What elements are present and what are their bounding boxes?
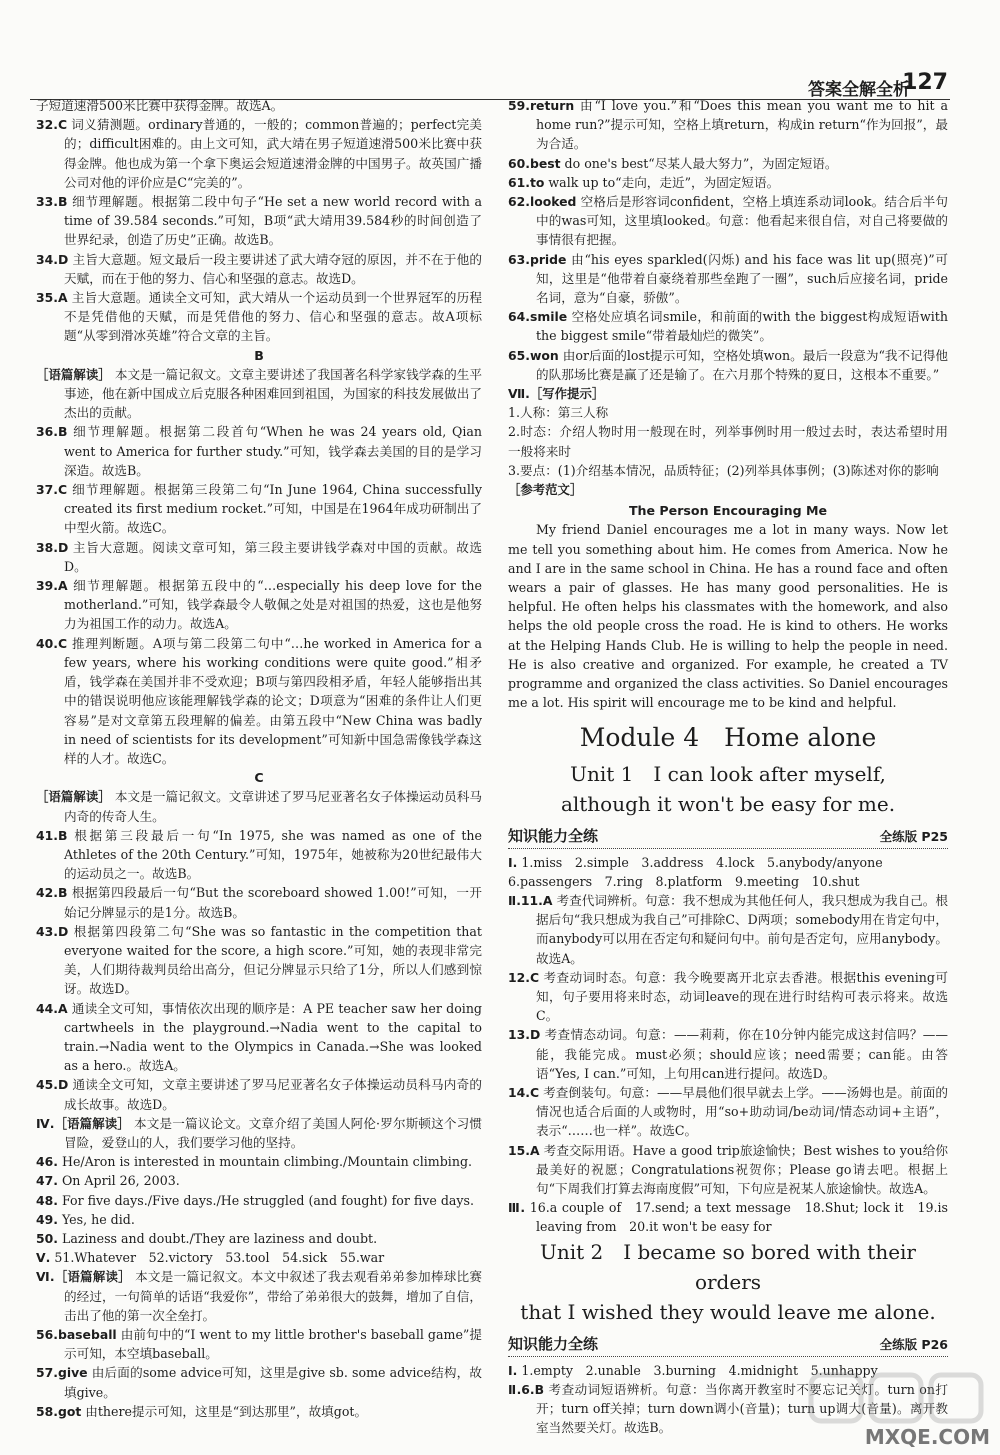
essay-body: My friend Daniel encourages me a lot in many ways. Now let me tell you something about him. He comes from America. Now he and I are in the same school in China. He has a round face and often wears a pair of glasses. He has many good personalities. He is helpful. He often helps his classmates with the homework, and also helps the old people cross the road. He is kind to others. He works at the Helping Hands Club. He is willing to help the people in need. He is also creative and organized. For example, he created a TV programme and organized the class activities. So Daniel encourages me a lot. His spirit will encourage me to be kind and helpful. [508,522,948,711]
answer-number: 41.B [36,827,68,843]
answer-number: 33.B [36,194,68,210]
answer-text: 考查动词短语辨析。句意：当你离开教室时不要忘记关灯。turn on打开；turn off关掉；turn down调小(音量)；turn up调大(音量)。离开教室当然要关灯。故选B。 [536,1381,948,1436]
answer-number: Ⅳ.［语篇解读］ [36,1115,130,1131]
answer-text: 考查动词时态。句意：我今晚要离开北京去香港。根据this evening可知，句子要用将来时态，动词leave的现在进行时结构可表示将来。故选C。 [536,969,948,1024]
answer-number: Ⅱ.6.B [508,1381,545,1397]
answer-text: 本文是一篇记叙文。文章讲述了罗马尼亚著名女子体操运动员科马内奇的传奇人生。 [64,789,483,824]
answer-item [36,826,482,884]
answer-number: 62.looked [508,194,577,210]
answer-item [508,1083,948,1141]
answer-text: 考查情态动词。句意：——莉莉，你在10分钟内能完成这封信吗？——能，我能完成。must必须；should应该；need需要；can能。由答语“Yes, I can.”可知，上句用can进行提问。故选D。 [536,1027,948,1081]
answer-text: 16.a couple of 17.send; a text message 18.Shut; lock it 19.is leaving from 20.it won't be easy for [529,1200,948,1235]
section-bar-page-ref: 全练版 P26 [876,1335,948,1354]
answer-item [36,1171,482,1190]
answer-number: 57.give [36,1365,88,1381]
left-column [36,96,482,1421]
answer-item [36,922,482,999]
answer-item [36,1152,482,1171]
answer-number: 12.C [508,969,540,985]
answer-item [36,365,482,423]
answer-item [36,1114,482,1152]
answer-item [36,1229,482,1248]
right-answer-list [508,96,948,384]
answer-item [36,634,482,768]
answer-number: 42.B [36,885,68,901]
answer-text: 推理判断题。A项与第二段第二句中“…he worked in America for a few years, where his working conditions were quite good.”相矛盾，钱学森在美国并非不受欢迎；B项与第四段相矛盾，年轻人能够指出其中的错误说明他应该能理解钱学森的论文；D项意为“困难的条件让人们更容易”是对文章第五段理解的偏差。由第五段中“New China was badly in need of scientists for its development”可知新中国急需像钱学森这样的人才。故选C。 [64,635,482,766]
answer-text: 细节理解题。根据第五段中的“…especially his deep love for the motherland.”可知，钱学森最令人敬佩之处是对祖国的热爱，这也是他努力为祖国工作的动力。故选A。 [64,578,482,632]
answer-item [508,968,948,1026]
answer-number: 63.pride [508,251,567,267]
answer-number: 39.A [36,578,68,594]
answer-number: Ⅰ. [508,1362,518,1378]
writing-tip: 1.人称：第三人称 [508,405,609,421]
answer-number: Ⅰ. [508,854,518,870]
page-number: 127 [902,70,948,95]
answer-text: 考查交际用语。Have a good trip旅途愉快；Best wishes to you给你最美好的祝愿；Congratulations祝贺你；Please go请去吧。根据上句“下周我们打算去海南度假”可知，下句应是祝某人旅途愉快。故选A。 [536,1142,948,1196]
answer-item [508,1141,948,1199]
answer-text: 主旨大意题。短文最后一段主要讲述了武大靖夺冠的原因，并不在于他的天赋，而在于他的努力、信心和坚强的意志。故选D。 [64,251,482,286]
answer-item [36,1267,482,1325]
answer-text: 由or后面的lost提示可知，空格处填won。最后一段意为“我不记得他的队那场比赛是赢了还是输了。在六月那个特殊的夏日，这根本不重要。” [536,347,948,382]
answer-number: 40.C [36,635,68,651]
passage-letter: B [254,347,264,363]
answer-item [508,192,948,250]
answer-text: On April 26, 2003. [61,1173,180,1189]
module-title: Module 4 Home alone [579,722,877,752]
answer-text: 1.empty 2.unable 3.burning 4.midnight 5.unhappy [521,1362,878,1378]
answer-item [508,154,948,173]
answer-number: 14.C [508,1084,540,1100]
answer-text: 本文是一篇记叙文。文章主要讲述了我国著名科学家钱学森的生平事迹，他在新中国成立后克服各种困难回到祖国，为国家的科技发展做出了杰出的贡献。 [64,366,483,421]
answer-text: 根据第三段最后一句“In 1975, she was named as one of the Athletes of the 20th Century.”可知，1975年，她被称为20世纪最伟大的运动员之一。故选B。 [64,827,482,882]
answer-text: 根据第四段第二句“She was so fantastic in the competition that everyone waited for the score, a high score.”可知，她的表现非常完美，人们期待裁判员给出高分，但记分牌显示只给了1分，所以人们感到惊讶。故选D。 [64,923,482,997]
answer-number: 44.A [36,1000,68,1016]
answer-item [36,999,482,1076]
answer-item [36,115,482,192]
answer-number: Ⅴ. [36,1250,51,1266]
answer-number: Ⅵ.［语篇解读］ [36,1269,131,1285]
answer-text: He/Aron is interested in mountain climbing./Mountain climbing. [61,1154,473,1170]
answer-text: 由后面的some advice可知，这里是give sb. some advice结构，故填give。 [64,1365,482,1400]
answer-item [36,1248,482,1267]
answer-number: 61.to [508,174,545,190]
answer-item [508,173,948,192]
answer-item [508,1025,948,1083]
answer-number: 15.A [508,1142,540,1158]
answer-text: 词义猜测题。ordinary普通的，一般的；common普遍的；perfect完美的；difficult困难的。由上文可知，武大靖在男子短道速滑500米比赛中获得金牌。他也成为第一个拿下奥运会短道速滑金牌的中国男子。故英国广播公司对他的评价应是C“完美的”。 [64,117,482,190]
section-bar-unit1 [508,824,948,849]
right-column [508,96,948,1437]
unit1-title-line1: Unit 1 I can look after myself, [570,761,886,786]
answer-text: 细节理解题。根据第二段中句子“He set a new world record with a time of 39.584 seconds.”可知，B项“武大靖用39.584秒的时间创造了世界纪录，创造了历史”正确。故选B。 [64,194,483,248]
answer-number: 32.C [36,117,68,133]
writing-tip: 3.要点：(1)介绍基本情况，品质特征；(2)列举具体事例；(3)陈述对你的影响 [508,462,939,478]
answer-item [508,96,948,154]
answer-item [36,1210,482,1229]
answer-item [508,891,948,968]
passage-letter: C [254,770,264,786]
answer-number: 47. [36,1173,58,1189]
answer-item [36,1191,482,1210]
answer-item [36,538,482,576]
answer-text: 考查代词辨析。句意：我不想成为其他任何人，我只想成为我自己。根据后句“我只想成为我自己”可排除C、D两项；somebody用在肯定句中，而anybody可以用在否定句和疑问句中。前句是否定句，应用anybody。故选A。 [536,892,948,966]
answer-number: 34.D [36,251,69,267]
answer-item [36,480,482,538]
answer-item [508,872,948,891]
answer-number: 45.D [36,1077,69,1093]
answer-item [36,422,482,480]
answer-text: 细节理解题。根据第二段首句“When he was 24 years old, Qian went to America for further study.”可知，钱学森去美国的目的是学习深造。故选B。 [64,424,482,478]
answer-text: walk up to“走向，走近”，为固定短语。 [548,174,780,190]
section-bar-unit2 [508,1332,948,1357]
answer-text: 子短道速滑500米比赛中获得金牌。故选A。 [36,98,284,113]
answer-text: Laziness and doubt./They are laziness and doubt. [61,1230,378,1246]
answer-text: 通读全文可知，文章主要讲述了罗马尼亚著名女子体操运动员科马内奇的成长故事。故选D。 [64,1077,482,1112]
answer-text: 细节理解题。根据第三段第二句“In June 1964, China successfully created its first medium rocket.”可知，中国是在1964年成功研制出了中型火箭。故选C。 [64,482,482,536]
answer-item [36,192,482,250]
answer-number: 65.won [508,347,559,363]
answer-text: 51.Whatever 52.victory 53.tool 54.sick 55.war [54,1250,385,1266]
answer-item [508,250,948,308]
answer-item [36,883,482,921]
answer-text: 考查倒装句。句意：——早晨他们很早就去上学。——汤姆也是。前面的情况也适合后面的人或物时，用“so+助动词/be动词/情态动词+主语”，表示“……也一样”。故选C。 [536,1084,948,1139]
answer-text: 由“his eyes sparkled(闪烁) and his face was lit up(照亮)”可知，这里是“他带着自豪绕着那些垒跑了一圈”，such后应接名词，pride名词，意为“自豪，骄傲”。 [536,251,948,306]
answer-number: 35.A [36,290,68,306]
answer-number: 46. [36,1154,58,1170]
answer-number: 36.B [36,424,68,440]
answer-number: 56.baseball [36,1327,117,1342]
answer-item [508,853,948,872]
answer-text: 通读全文可知，事情依次出现的顺序是：A PE teacher saw her doing cartwheels in the playground.→Nadia went to the capital to train.→Nadia went to the Olympics in Canada.→She was looked as a hero.。故选A。 [64,1000,482,1074]
answer-text: 本文是一篇记叙文。本文中叙述了我去观看弟弟参加棒球比赛的经过，一句简单的话语“我爱你”，带给了弟弟很大的鼓舞，增加了自信，击出了他的第一次全垒打。 [64,1269,483,1323]
answer-text: do one's best“尽某人最大努力”，为固定短语。 [564,155,838,171]
answer-number: 49. [36,1211,58,1227]
answer-text: 主旨大意题。通读全文可知，武大靖从一个运动员到一个世界冠军的历程不是凭借他的天赋，而是凭借他的努力、信心和坚强的意志。故A项标题“从零到滑冰英雄”符合文章的主旨。 [64,290,483,344]
answer-number: Ⅲ. [508,1200,526,1216]
answer-item [508,307,948,345]
writing-tips-list [508,403,948,480]
answer-text: 主旨大意题。阅读文章可知，第三段主要讲钱学森对中国的贡献。故选D。 [64,539,483,574]
section-bar-page-ref: 全练版 P25 [876,827,948,846]
answer-text: 本文是一篇议论文。文章介绍了美国人阿伦·罗尔斯顿这个习惯冒险，爱登山的人，我们要学习他的坚持。 [64,1115,482,1150]
writing-tips-heading: Ⅶ.［写作提示］ [508,386,605,402]
answer-text: 由there提示可知，这里是“到达那里”，故填got。 [85,1403,368,1419]
answer-number: 38.D [36,539,69,555]
answer-item [36,1075,482,1113]
answer-number: 59.return [508,98,575,113]
answer-item [508,346,948,384]
answer-number: Ⅱ.11.A [508,892,553,908]
answer-item [36,576,482,634]
unit1-answer-list [508,853,948,1237]
answer-number: 43.D [36,923,69,939]
answer-text: Yes, he did. [61,1211,135,1227]
answer-number: 64.smile [508,309,568,325]
answer-item [36,787,482,825]
answer-number: 48. [36,1192,58,1208]
answer-number: 58.got [36,1403,82,1419]
answer-text: 1.miss 2.simple 3.address 4.lock 5.anybody/anyone [521,854,883,870]
answer-text: 空格处应填名词smile，和前面的with the biggest构成短语with the biggest smile“带着最灿烂的微笑”。 [536,309,948,344]
answer-item [36,1363,482,1401]
essay-title: The Person Encouraging Me [628,503,828,519]
answer-item [36,1402,482,1421]
answer-text: 根据第四段最后一句“But the scoreboard showed 1.00!”可知，一开始记分牌显示的是1分。故选B。 [64,885,482,920]
answer-number: 13.D [508,1027,541,1043]
answer-text: For five days./Five days./He struggled (and fought) for five days. [61,1192,474,1208]
unit2-title-line1: Unit 2 I became so bored with their orders [540,1239,916,1294]
unit1-title-line2: although it won't be easy for me. [560,791,896,816]
answer-text: 由前句中的“I went to my little brother's baseball game”提示可知，本空填baseball。 [64,1327,482,1362]
answer-item [36,1325,482,1363]
watermark-text: MXQE.COM [864,1425,990,1449]
answer-text: 由“I love you.”和“Does this mean you want me to hit a home run?”提示可知，空格上填return，构成in return“作为回报”，最为合适。 [536,98,948,152]
answer-item [36,96,482,115]
answer-number: 60.best [508,155,561,171]
section-bar-label: 知识能力全练 [508,827,602,846]
answer-number: 50. [36,1230,58,1246]
unit2-title-line2: that I wished they would leave me alone. [520,1299,936,1324]
top-bar [0,8,1000,42]
answer-item [36,288,482,346]
answer-text: 空格后是形容词confident，空格上填连系动词look。结合后半句中的was可知，这里填looked。句意：他看起来很自信，对自己将要做的事情很有把握。 [536,194,948,248]
sample-essay-heading: ［参考范文］ [508,482,583,498]
writing-tip: 2.时态：介绍人物时用一般现在时，列举事例时用一般过去时，表达希望时用一般将来时 [508,424,948,459]
answer-item [36,250,482,288]
answer-number: ［语篇解读］ [36,366,111,382]
header-label: 答案全解全析 [808,80,910,100]
answer-number: ［语篇解读］ [36,789,111,805]
answer-text: 6.passengers 7.ring 8.platform 9.meeting 10.shut [508,873,860,889]
answer-item [508,1198,948,1236]
answer-number: 37.C [36,482,68,498]
section-bar-label: 知识能力全练 [508,1335,602,1354]
